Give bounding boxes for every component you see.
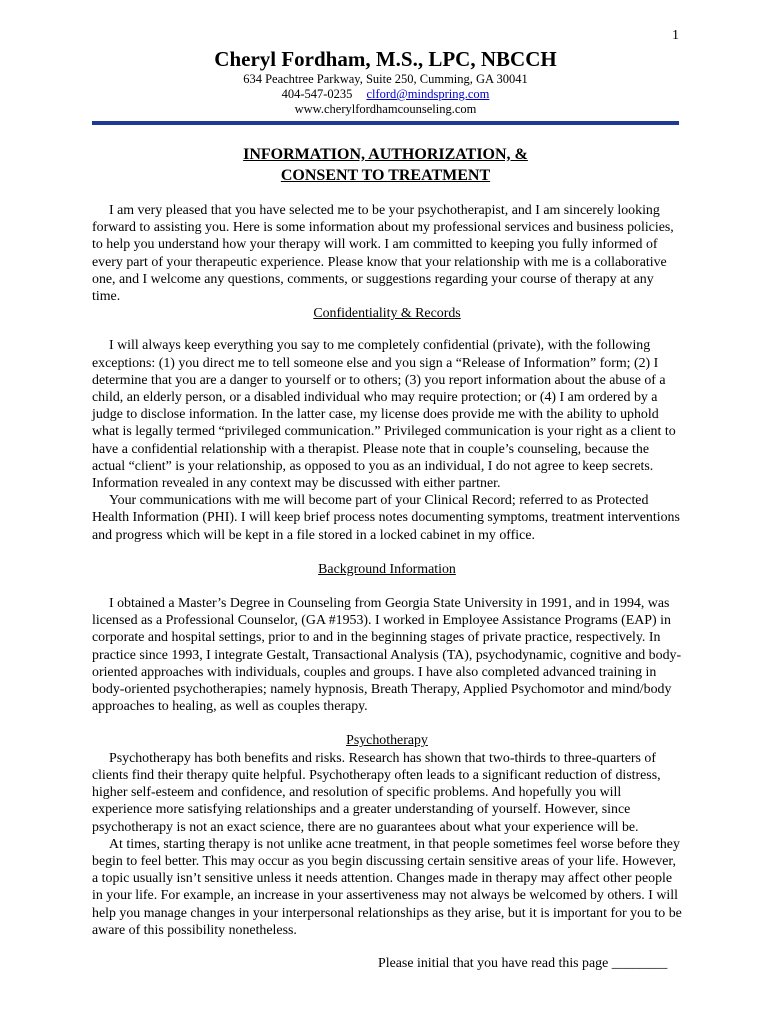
title-line-2: CONSENT TO TREATMENT xyxy=(280,167,491,184)
psychotherapy-paragraph-1: Psychotherapy has both benefits and risks. Research has shown that two-thirds to three-quarters of clients find their therapy quite helpful. Psychotherapy often leads to a significant reduction of distress, higher self-esteem and confidence, and resolution of specific problems. And hopefully you will experience more satisfying relationships and a greater understanding of yourself. However, since psychotherapy is not an exact science, there are no guarantees about what your experience will be. xyxy=(92,750,661,835)
intro-paragraph: I am very pleased that you have selected me to be your psychotherapist, and I am sincerely looking forward to assisting you. Here is some information about my professional services and business policies, to help you understand how your therapy will work. I am committed to keeping you fully informed of every part of your therapeutic experience. Please know that your relationship with me is a collaborative one, and I welcome any questions, comments, or suggestions regarding your course of therapy at any time. xyxy=(92,203,674,305)
psychotherapy-paragraph-2: At times, starting therapy is not unlike acne treatment, in that people sometimes feel worse before they begin to feel better. This may occur as you begin discussing certain sensitive areas of your life. However, a topic usually isn’t sensitive unless it needs attention. Changes made in therapy may affect other people in your life. For example, an increase in your assertiveness may not always be welcomed by others. I will help you manage changes in your interpersonal relationships as they arise, but it is important for you to be aware of this possibility nonetheless. xyxy=(92,836,682,938)
section-heading-background: Background Information xyxy=(318,561,456,577)
page-number: 1 xyxy=(672,28,679,43)
contact-line xyxy=(92,87,679,102)
header-divider xyxy=(92,121,679,125)
background-paragraph: I obtained a Master’s Degree in Counseling from Georgia State University in 1991, and in 1994, was licensed as a Professional Counselor, (GA #1953). I worked in Employee Assistance Programs (EAP) in corporate and hospital settings, prior to and in the beginning stages of private practice, respectively. In practice since 1993, I integrate Gestalt, Transactional Analysis (TA), psychodynamic, cognitive and body-oriented approaches with individuals, couples and groups. I have also completed advanced training in body-oriented psychotherapies; namely hypnosis, Breath Therapy, Applied Psychomotor and mind/body approaches to healing, as well as couples therapy. xyxy=(92,596,682,715)
section-heading-psychotherapy: Psychotherapy xyxy=(346,733,428,749)
email-link[interactable]: clford@mindspring.com xyxy=(366,87,490,101)
phone: 404-547-0235 xyxy=(281,87,353,101)
website: www.cherylfordhamcounseling.com xyxy=(294,102,477,116)
practitioner-name: Cheryl Fordham, M.S., LPC, NBCCH xyxy=(214,47,557,71)
confidentiality-paragraph-1: I will always keep everything you say to me completely confidential (private), with the following exceptions: (1) you direct me to tell someone else and you sign a “Release of Information” form; (2) I determine that you are a danger to yourself or to others; (3) you report information about the abuse of a child, an elderly person, or a disabled individual who may require protection; or (4) I am ordered by a judge to disclose information. In the latter case, my license does provide me with the ability to uphold what is legally termed “privileged communication.” Privileged communication is your right as a client to have a confidential relationship with a therapist. Please note that in couple’s counseling, because the actual “client” is your relationship, as opposed to you as an individual, I do not agree to keep secrets. Information revealed in any context may be discussed with either partner. xyxy=(92,338,676,492)
title-line-1: INFORMATION, AUTHORIZATION, & xyxy=(243,146,528,163)
document-title xyxy=(92,144,679,186)
address: 634 Peachtree Parkway, Suite 250, Cumming, GA 30041 xyxy=(243,72,528,86)
document-body xyxy=(92,202,682,939)
confidentiality-paragraph-2: Your communications with me will become part of your Clinical Record; referred to as Protected Health Information (PHI). I will keep brief process notes documenting symptoms, treatment interventions and progress which will be kept in a file stored in a locked cabinet in my office. xyxy=(92,493,680,543)
letterhead xyxy=(92,46,679,117)
section-heading-confidentiality: Confidentiality & Records xyxy=(313,306,461,322)
initial-line[interactable]: Please initial that you have read this page ________ xyxy=(378,956,668,971)
